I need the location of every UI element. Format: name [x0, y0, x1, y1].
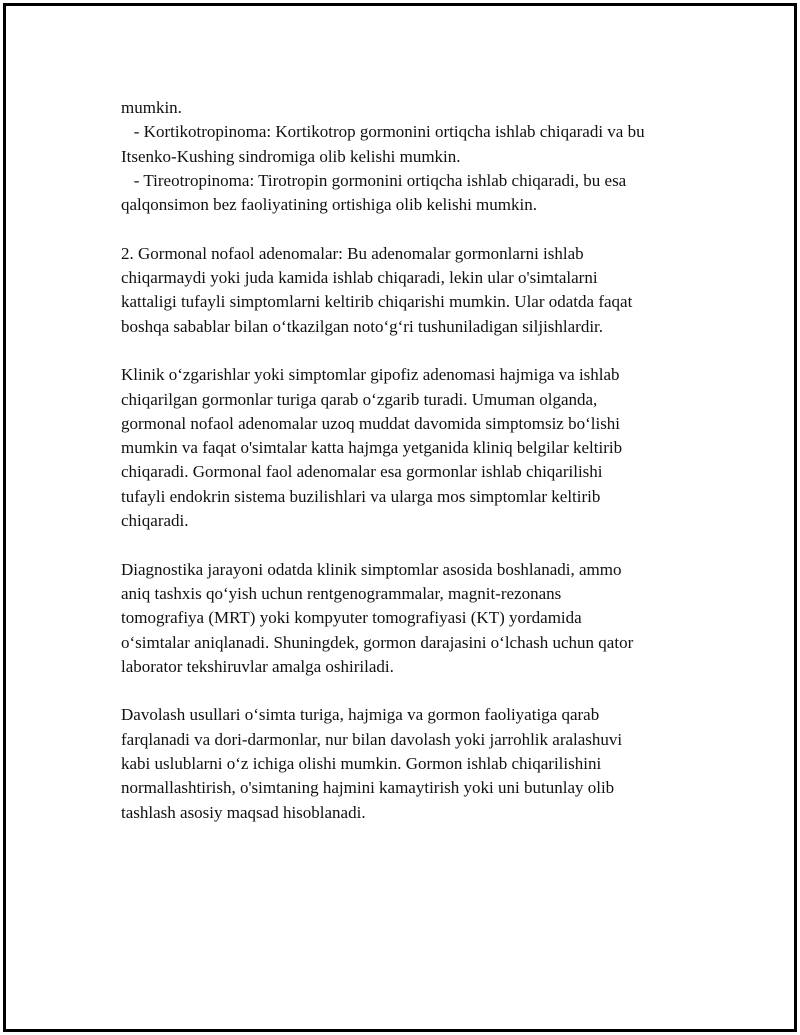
paragraph-diagnostics [121, 558, 701, 679]
paragraph-gap [121, 679, 701, 703]
paragraph-clinical-changes [121, 363, 701, 533]
text-line: tashlash asosiy maqsad hisoblanadi. [121, 802, 366, 822]
text-line: mumkin. [121, 98, 182, 117]
text-line: - Kortikotropinoma: Kortikotrop gormonini ortiqcha ishlab chiqaradi va bu [121, 122, 645, 142]
paragraph-nonfunctional-adenomas [121, 242, 701, 339]
text-line: - Tireotropinoma: Tirotropin gormonini ortiqcha ishlab chiqaradi, bu esa [121, 170, 627, 190]
text-line: mumkin va faqat o'simtalar katta hajmga yetganida kliniq belgilar keltirib [121, 438, 623, 458]
text-line: qalqonsimon bez faoliyatining ortishiga olib kelishi mumkin. [121, 195, 537, 215]
text-line: laborator tekshiruvlar amalga oshiriladi. [121, 656, 394, 676]
text-line: kattaligi tufayli simptomlarni keltirib chiqarishi mumkin. Ular odatda faqat [121, 292, 633, 312]
text-line: Diagnostika jarayoni odatda klinik simptomlar asosida boshlanadi, ammo [121, 559, 622, 579]
text-line: chiqarilgan gormonlar turiga qarab o‘zgarib turadi. Umuman olganda, [121, 389, 598, 409]
text-line: chiqaradi. Gormonal faol adenomalar esa gormonlar ishlab chiqarilishi [121, 462, 603, 482]
text-line: farqlanadi va dori-darmonlar, nur bilan davolash yoki jarrohlik aralashuvi [121, 729, 623, 749]
text-line: gormonal nofaol adenomalar uzoq muddat davomida simptomsiz bo‘lishi [121, 413, 621, 433]
paragraph-gap [121, 217, 701, 241]
text-line: Davolash usullari o‘simta turiga, hajmiga va gormon faoliyatiga qarab [121, 705, 600, 725]
text-line: o‘simtalar aniqlanadi. Shuningdek, gormon darajasini o‘lchash uchun qator [121, 632, 634, 652]
paragraph-gap [121, 533, 701, 557]
text-line: tomografiya (MRT) yoki kompyuter tomografiyasi (KT) yordamida [121, 608, 582, 628]
text-line: Klinik o‘zgarishlar yoki simptomlar gipofiz adenomasi hajmiga va ishlab [121, 365, 620, 385]
text-line: chiqaradi. [121, 511, 189, 531]
text-line: boshqa sabablar bilan o‘tkazilgan noto‘g‘ri tushuniladigan siljishlardir. [121, 316, 604, 336]
document-body [121, 96, 701, 825]
text-line: chiqarmaydi yoki juda kamida ishlab chiqaradi, lekin ular o'simtalarni [121, 268, 598, 288]
text-line: kabi uslublarni o‘z ichiga olishi mumkin. Gormon ishlab chiqarilishini [121, 754, 602, 774]
paragraph-treatment [121, 703, 701, 824]
page-frame [3, 3, 797, 1032]
text-line: normallashtirish, o'simtaning hajmini kamaytirish yoki uni butunlay olib [121, 778, 615, 798]
text-line: tufayli endokrin sistema buzilishlari va ularga mos simptomlar keltirib [121, 486, 601, 506]
text-line: Itsenko-Kushing sindromiga olib kelishi mumkin. [121, 146, 461, 166]
text-line: 2. Gormonal nofaol adenomalar: Bu adenomalar gormonlarni ishlab [121, 243, 584, 263]
text-line: aniq tashxis qo‘yish uchun rentgenogrammalar, magnit-rezonans [121, 583, 562, 603]
paragraph-gap [121, 339, 701, 363]
paragraph-adenoma-types-continued [121, 96, 701, 217]
